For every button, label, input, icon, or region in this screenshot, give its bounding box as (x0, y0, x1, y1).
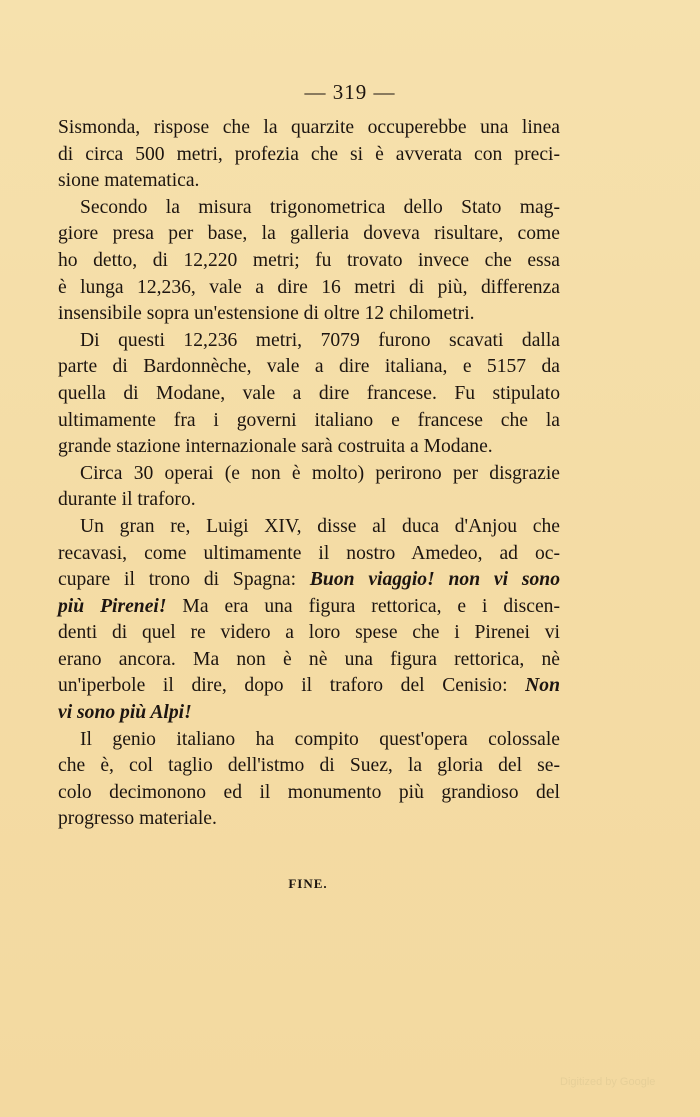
paragraph-1 (58, 115, 560, 195)
paragraph-5 (58, 514, 560, 727)
text-line: Il genio italiano ha compito quest'opera colossale (80, 728, 560, 750)
text-run: un'iperbole il dire, dopo il traforo del Cenisio: (58, 675, 526, 697)
page-number: — 319 — (304, 80, 396, 104)
text-line: parte di Bardonnèche, vale a dire italiana, e 5157 da (58, 356, 560, 378)
text-line: recavasi, come ultimamente il nostro Amedeo, ad oc- (58, 542, 560, 564)
text-line: quella di Modane, vale a dire francese. Fu stipulato (58, 382, 560, 404)
text-line: progresso materiale. (58, 808, 217, 830)
text-line: durante il traforo. (58, 489, 196, 511)
end-marker: FINE. (288, 876, 328, 891)
digitization-watermark: Digitized by Google (560, 1076, 656, 1088)
italic-quote-line: vi sono più Alpi! (58, 702, 192, 724)
text-line: ultimamente fra i governi italiano e francese che la (58, 409, 560, 431)
text-line: Secondo la misura trigonometrica dello Stato mag- (80, 196, 560, 218)
text-run: Ma era una figura rettorica, e i discen- (166, 595, 561, 617)
text-line: insensibile sopra un'estensione di oltre 12 chilometri. (58, 303, 475, 325)
text-line: Sismonda, rispose che la quarzite occuperebbe una linea (58, 117, 560, 138)
paragraph-2 (58, 195, 560, 328)
text-line: colo decimonono ed il monumento più grandioso del (58, 781, 560, 803)
italic-quote: Non (525, 675, 560, 697)
body-text (58, 115, 560, 833)
text-line: ho detto, di 12,220 metri; fu trovato invece che essa (58, 249, 560, 271)
text-line: denti di quel re videro a loro spese che i Pirenei vi (58, 622, 560, 644)
text-run: cupare il trono di Spagna: (58, 569, 310, 591)
text-line: sione matematica. (58, 170, 200, 192)
text-line: erano ancora. Ma non è nè una figura rettorica, nè (58, 648, 560, 670)
text-line: Di questi 12,236 metri, 7079 furono scavati dalla (80, 329, 560, 351)
paragraph-4 (58, 461, 560, 514)
paragraph-6 (58, 727, 560, 833)
text-line (58, 567, 560, 594)
italic-quote: più Pirenei! (58, 595, 167, 617)
paragraph-3 (58, 328, 560, 461)
text-line: che è, col taglio dell'istmo di Suez, la gloria del se- (58, 755, 560, 777)
text-line (58, 673, 560, 700)
text-line: giore presa per base, la galleria doveva risultare, come (58, 223, 560, 245)
text-line: di circa 500 metri, profezia che si è avverata con preci- (58, 143, 560, 165)
text-line (58, 594, 560, 621)
text-line: grande stazione internazionale sarà costruita a Modane. (58, 436, 493, 458)
text-line: Circa 30 operai (e non è molto) perirono per disgrazie (80, 462, 560, 484)
italic-quote: Buon viaggio! non vi sono (309, 569, 560, 591)
text-line: Un gran re, Luigi XIV, disse al duca d'Anjou che (80, 515, 560, 537)
text-line: è lunga 12,236, vale a dire 16 metri di più, differenza (58, 276, 560, 298)
